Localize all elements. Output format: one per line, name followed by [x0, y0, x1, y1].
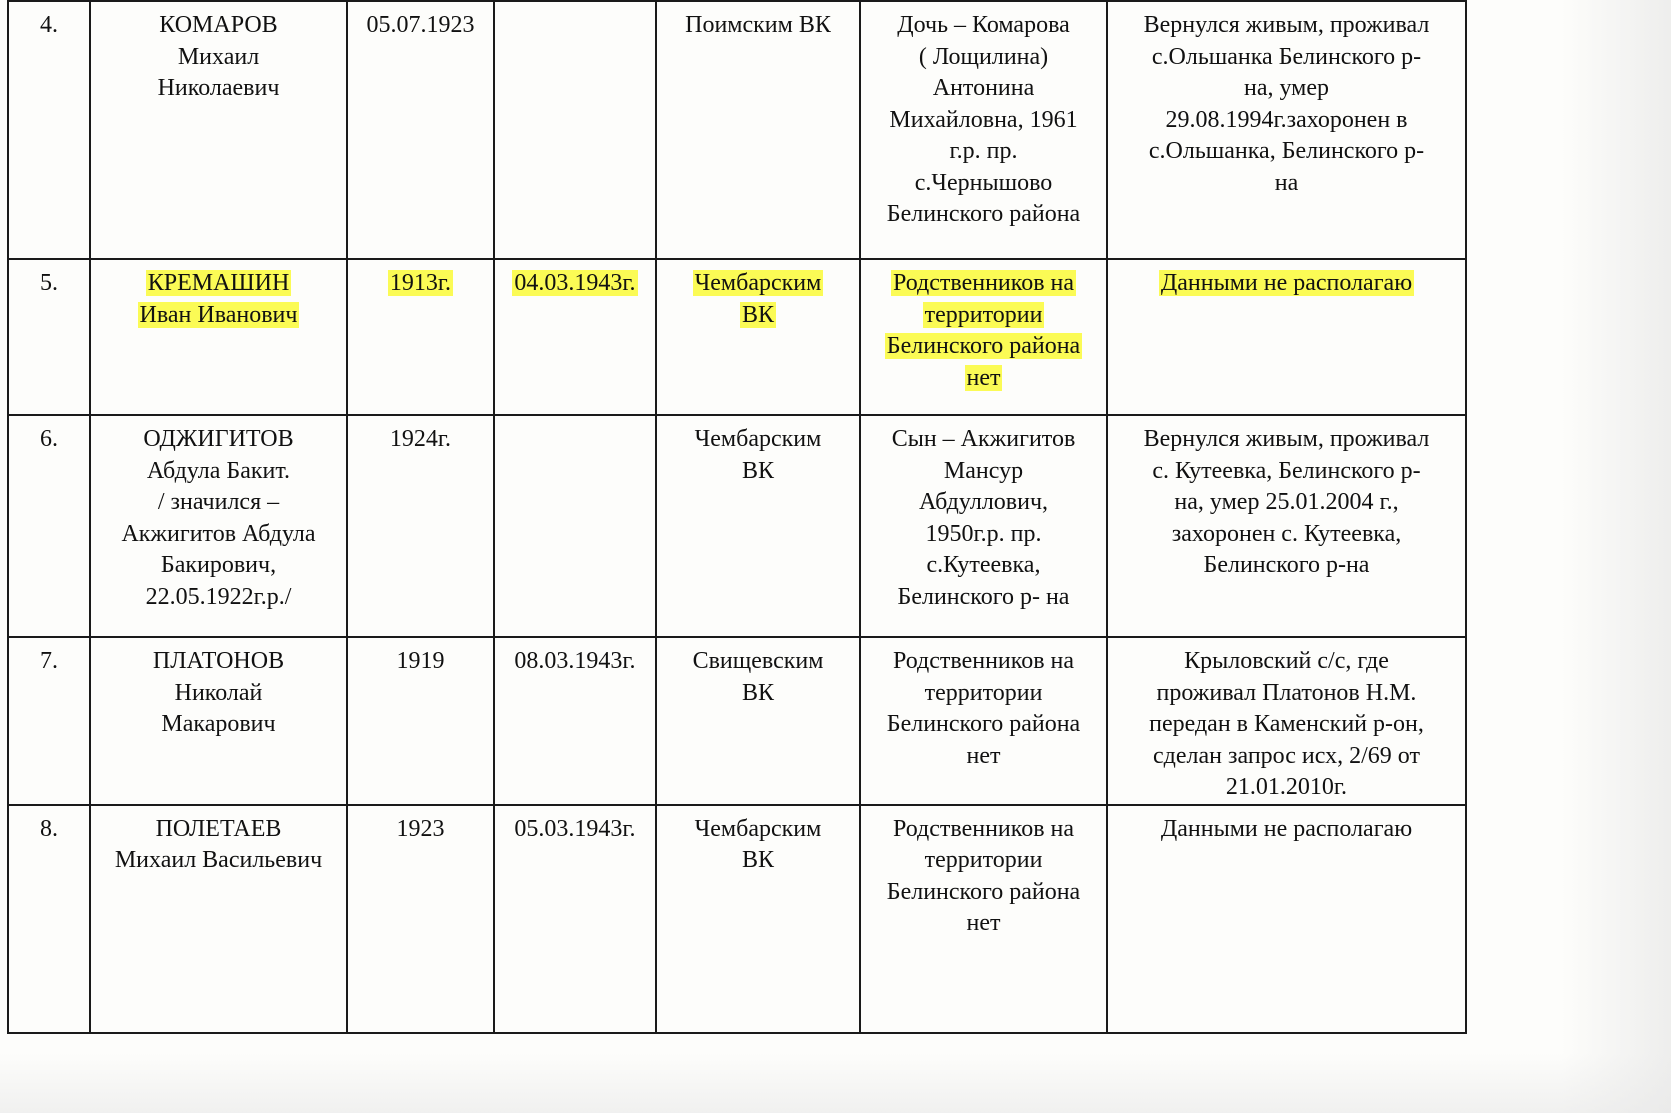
death-date: [494, 415, 656, 637]
drafted-by: [656, 805, 860, 1033]
row-number: [8, 805, 90, 1033]
drafted-by-line: ВК: [741, 847, 774, 873]
relatives-line: территории: [924, 847, 1043, 873]
drafted-by: [656, 415, 860, 637]
drafted-by: [656, 637, 860, 805]
drafted-by-line: [663, 268, 853, 300]
birth-year: [347, 1, 494, 259]
scan-shadow-right: [1561, 0, 1671, 1113]
notes-line: на: [1274, 169, 1299, 196]
drafted-by-line: Свищевским: [692, 648, 824, 674]
notes-line: Белинского р-на: [1203, 552, 1370, 578]
notes-line: сделан запрос исх, 2/69 от: [1153, 742, 1420, 769]
drafted-by: [656, 1, 860, 259]
notes-line: захоронен с. Кутеевка,: [1171, 520, 1402, 547]
birth-year: [347, 805, 494, 1033]
notes-line: Вернулся живым, проживал: [1143, 12, 1430, 38]
table-row: [8, 637, 1563, 805]
notes: [1107, 1, 1466, 259]
relatives: [860, 805, 1107, 1033]
notes-line: Крыловский с/с, где: [1184, 648, 1389, 674]
full-name-line: ОДЖИГИТОВ: [143, 426, 294, 452]
death-date: [494, 805, 656, 1033]
full-name-line: КОМАРОВ: [159, 12, 278, 38]
highlight-mark: территории: [924, 301, 1043, 328]
row-number: [8, 1, 90, 259]
full-name-line: ПЛАТОНОВ: [152, 648, 285, 674]
relatives-line: Белинского р- на: [897, 583, 1070, 610]
notes-line: проживал Платонов Н.М.: [1156, 679, 1417, 706]
relatives-line: [867, 331, 1100, 363]
drafted-by-line: ВК: [741, 679, 774, 706]
death-date: [494, 637, 656, 805]
relatives-line: территории: [924, 679, 1043, 706]
full-name: [90, 805, 347, 1033]
drafted-by-line: Чембарским: [694, 426, 822, 452]
drafted-by-line: [663, 300, 853, 332]
row-number-line: 7.: [40, 648, 58, 674]
row-number: [8, 259, 90, 415]
highlight-mark: нет: [966, 364, 1001, 391]
drafted-by-line: ВК: [741, 457, 774, 484]
relatives-line: Сын – Акжигитов: [891, 426, 1076, 452]
row-number: [8, 415, 90, 637]
relatives-line: Абдуллович,: [918, 489, 1049, 515]
relatives-line: ( Лощилина): [918, 43, 1049, 70]
relatives-line: с.Чернышово: [914, 169, 1053, 196]
notes-line: с. Кутеевка, Белинского р-: [1152, 457, 1421, 484]
relatives-line: Белинского района: [886, 878, 1081, 905]
table-row: [8, 1, 1563, 259]
relatives-line: с.Кутеевка,: [926, 552, 1041, 578]
drafted-by: [656, 259, 860, 415]
full-name-line: Бакирович,: [160, 552, 277, 578]
relatives-line: Антонина: [932, 75, 1035, 101]
death-date: [494, 259, 656, 415]
death-date-line: [501, 268, 649, 300]
notes: [1107, 805, 1466, 1033]
full-name: [90, 637, 347, 805]
notes-line: Данными не располагаю: [1160, 815, 1413, 842]
relatives: [860, 415, 1107, 637]
full-name: [90, 415, 347, 637]
notes-line: на, умер: [1243, 75, 1330, 101]
full-name-line: [97, 300, 340, 332]
full-name-line: Михаил: [177, 43, 260, 70]
full-name-line: / значился –: [157, 489, 280, 515]
full-name-line: [97, 268, 340, 300]
relatives-line: [867, 268, 1100, 300]
relatives-line: Белинского района: [886, 711, 1081, 737]
relatives-line: нет: [966, 910, 1001, 936]
birth-year-line: 1923: [396, 815, 445, 842]
death-date: [494, 1, 656, 259]
soldiers-record-table: [7, 0, 1564, 1034]
relatives-line: Дочь – Комарова: [897, 12, 1070, 38]
full-name-line: Акжигитов Абдула: [121, 520, 316, 547]
relatives-line: Родственников на: [892, 648, 1075, 674]
scan-shadow-bottom: [0, 1053, 1671, 1113]
relatives-line: Мансур: [943, 457, 1024, 484]
full-name-line: Михаил Васильевич: [114, 847, 323, 873]
birth-year: [347, 259, 494, 415]
relatives-line: Белинского района: [886, 201, 1081, 227]
death-date-line: 05.03.1943г.: [514, 815, 636, 842]
full-name-line: Макарович: [161, 711, 276, 737]
full-name-line: Николаевич: [157, 75, 280, 101]
row-number-line: 8.: [40, 815, 58, 842]
relatives-line: Родственников на: [892, 815, 1075, 842]
notes: [1107, 637, 1466, 805]
birth-year-line: 1919: [396, 648, 445, 674]
row-number: [8, 637, 90, 805]
highlight-mark: Белинского района: [886, 333, 1081, 359]
full-name-line: Николай: [174, 679, 263, 706]
relatives-line: 1950г.р. пр.: [925, 520, 1042, 547]
notes-line: передан в Каменский р-он,: [1149, 711, 1424, 737]
full-name-line: ПОЛЕТАЕВ: [155, 815, 282, 842]
birth-year: [347, 415, 494, 637]
drafted-by-line: Чембарским: [694, 815, 822, 842]
relatives: [860, 1, 1107, 259]
notes-line: на, умер 25.01.2004 г.,: [1174, 489, 1399, 515]
birth-year-line: 1924г.: [389, 426, 452, 452]
relatives-line: нет: [966, 742, 1001, 769]
table-row: [8, 415, 1563, 637]
birth-year: [347, 637, 494, 805]
table-row: [8, 805, 1563, 1033]
full-name-line: Абдула Бакит.: [146, 457, 291, 484]
relatives-line: Михайловна, 1961: [889, 106, 1078, 133]
row-number-line: 4.: [40, 12, 58, 38]
full-name: [90, 259, 347, 415]
notes: [1107, 415, 1466, 637]
full-name-line: 22.05.1922г.р./: [145, 583, 292, 610]
notes-line: 29.08.1994г.захоронен в: [1165, 106, 1408, 133]
relatives-line: [867, 300, 1100, 332]
notes-line: Вернулся живым, проживал: [1143, 426, 1430, 452]
relatives-line: г.р. пр.: [949, 138, 1018, 164]
highlight-mark: Родственников на: [892, 270, 1075, 296]
table-row: [8, 259, 1563, 415]
row-number-line: 5.: [40, 270, 58, 296]
relatives: [860, 259, 1107, 415]
death-date-line: 08.03.1943г.: [514, 648, 636, 674]
row-number-line: 6.: [40, 426, 58, 452]
highlight-mark: Иван Иванович: [139, 301, 298, 328]
highlight-mark: КРЕМАШИН: [147, 270, 290, 296]
birth-year-line: [354, 268, 487, 300]
highlight-mark: Чембарским: [694, 270, 822, 296]
notes-line: с.Ольшанка, Белинского р-: [1148, 138, 1425, 164]
birth-year-line: 05.07.1923: [366, 12, 475, 38]
notes-line: 21.01.2010г.: [1225, 774, 1348, 800]
full-name: [90, 1, 347, 259]
notes-line: с.Ольшанка Белинского р-: [1151, 43, 1422, 70]
relatives-line: [867, 363, 1100, 395]
notes-line: [1114, 268, 1459, 300]
highlight-mark: Данными не располагаю: [1160, 270, 1413, 296]
relatives: [860, 637, 1107, 805]
highlight-mark: 04.03.1943г.: [514, 270, 636, 296]
highlight-mark: ВК: [741, 301, 774, 328]
drafted-by-line: Поимским ВК: [685, 12, 831, 38]
highlight-mark: 1913г.: [389, 270, 452, 296]
notes: [1107, 259, 1466, 415]
